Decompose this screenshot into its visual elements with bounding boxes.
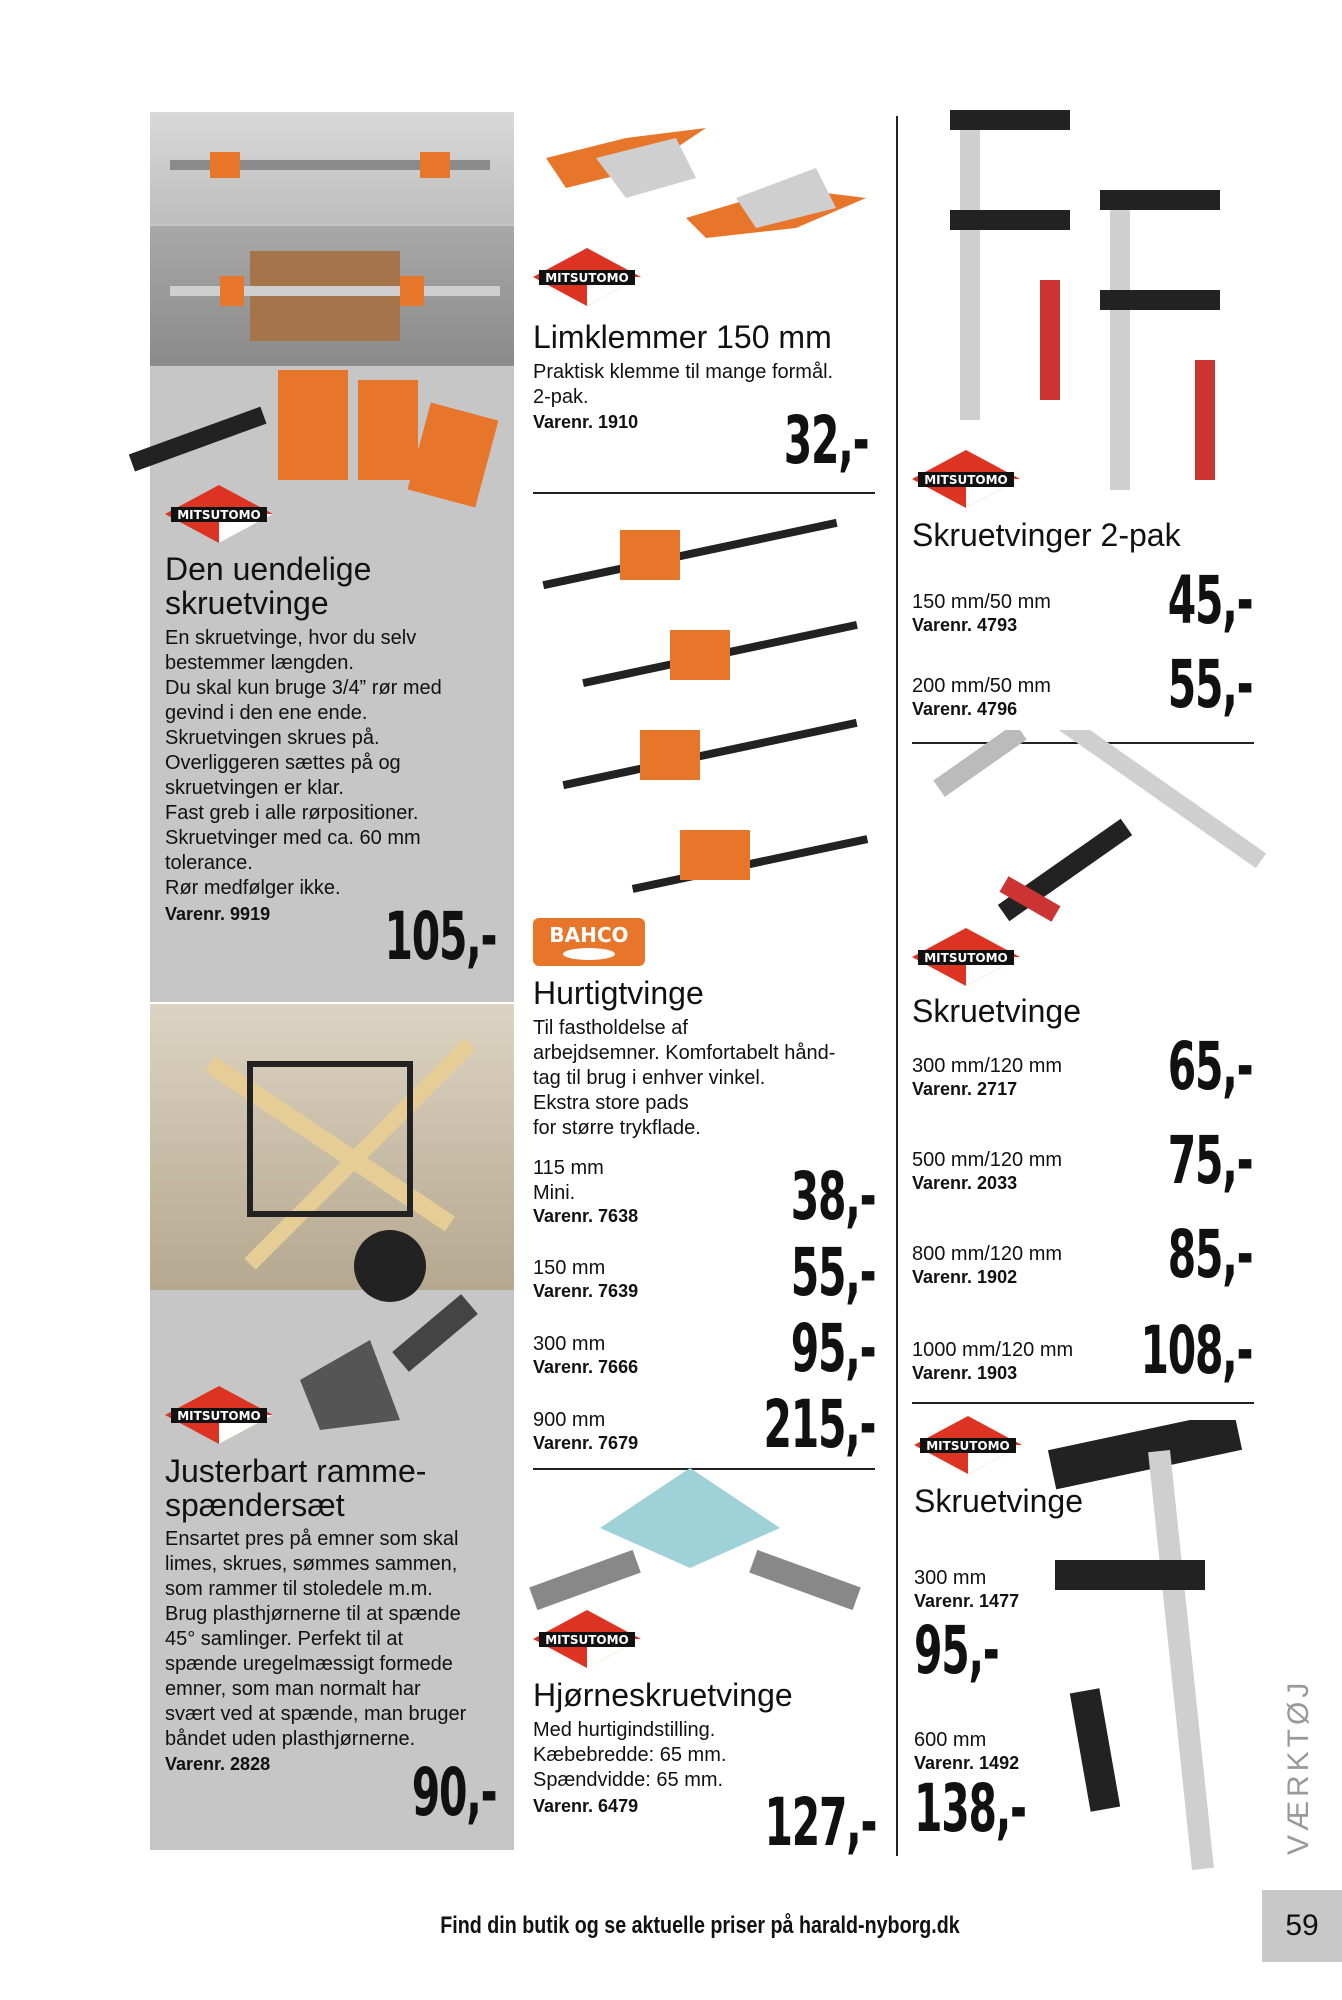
product-desc-limklemmer: Praktisk klemme til mange formål. 2-pak. <box>533 361 834 408</box>
product-title-hjorneskruetvinge: Hjørneskruetvinge <box>533 1677 793 1713</box>
product-title-frame-clamp: Justerbart ramme- spændersæt <box>165 1453 427 1523</box>
product-title-skruetvinger-2pak: Skruetvinger 2-pak <box>912 517 1181 553</box>
divider <box>912 1402 1254 1404</box>
variant-size: 200 mm/50 mm <box>912 675 1051 697</box>
variant-price: 55,- <box>1167 646 1252 723</box>
variant-price: 95,- <box>790 1310 875 1387</box>
divider <box>533 492 875 494</box>
brand-text: MITSUTOMO <box>545 271 629 285</box>
mitsutomo-logo <box>533 1610 641 1668</box>
mitsutomo-logo <box>165 1386 273 1444</box>
variant-1902 <box>912 1216 1252 1302</box>
variant-price: 38,- <box>790 1158 875 1235</box>
brand-text: MITSUTOMO <box>545 1633 629 1647</box>
variant-7638 <box>533 1156 875 1235</box>
page-number: 59 <box>1262 1890 1342 1962</box>
variant-varenr: Varenr. 2033 <box>912 1173 1018 1193</box>
price-endless-clamp: 105,- <box>384 898 496 975</box>
variant-varenr: Varenr. 1903 <box>912 1363 1018 1383</box>
varenr-1910: Varenr. 1910 <box>533 412 639 432</box>
variant-size: 800 mm/120 mm <box>912 1243 1063 1265</box>
variant-1477 <box>914 1566 1114 1689</box>
product-title-limklemmer: Limklemmer 150 mm <box>533 319 832 355</box>
brand-text: MITSUTOMO <box>177 508 261 522</box>
brand-text: MITSUTOMO <box>924 473 1008 487</box>
variant-price: 45,- <box>1167 562 1252 639</box>
variant-size: 500 mm/120 mm <box>912 1149 1063 1171</box>
variant-varenr: Varenr. 7639 <box>533 1281 639 1301</box>
variant-size: 600 mm <box>914 1729 987 1751</box>
varenr-9919: Varenr. 9919 <box>165 904 271 924</box>
product-title-endless-clamp: Den uendelige skruetvinge <box>165 551 372 621</box>
variant-size: 300 mm <box>533 1333 606 1355</box>
variant-varenr: Varenr. 1492 <box>914 1753 1020 1773</box>
price-hjorneskruetvinge: 127,- <box>764 1784 876 1861</box>
variant-varenr: Varenr. 7666 <box>533 1357 639 1377</box>
spring-clamps-photo <box>536 118 876 248</box>
variant-7666 <box>533 1310 875 1392</box>
mitsutomo-logo <box>912 450 1020 508</box>
mitsutomo-logo <box>912 928 1020 986</box>
variant-price: 65,- <box>1167 1028 1252 1105</box>
variant-price: 55,- <box>790 1234 875 1311</box>
brand-text: MITSUTOMO <box>926 1439 1010 1453</box>
variant-varenr: Varenr. 1477 <box>914 1591 1020 1611</box>
variant-1903 <box>912 1312 1252 1398</box>
mitsutomo-logo <box>533 248 641 306</box>
price-frame-clamp: 90,- <box>411 1754 496 1831</box>
variant-size: 300 mm/120 mm <box>912 1055 1063 1077</box>
variant-varenr: Varenr. 4796 <box>912 699 1018 719</box>
product-desc-frame-clamp: Ensartet pres på emner som skal limes, skrues, sømmes sammen, som rammer til stoledele m.m. Brug plasthjørnerne til at spænde 45° samlinger. Perfekt til at spænde uregelmæssigt formede emner, som man normalt har svært ved at spænde, man bruger båndet uden plasthjørnerne. <box>165 1528 467 1750</box>
footer-text: Find din butik og se aktuelle priser på harald-nyborg.dk <box>440 1912 960 1939</box>
variant-price: 85,- <box>1167 1216 1252 1293</box>
quick-clamps-photo <box>520 500 880 920</box>
product-title-hurtigtvinge: Hurtigtvinge <box>533 975 704 1011</box>
variant-varenr: Varenr. 2717 <box>912 1079 1018 1099</box>
variant-price: 215,- <box>763 1386 875 1463</box>
variant-size: 1000 mm/120 mm <box>912 1339 1074 1361</box>
variant-7639 <box>533 1234 875 1316</box>
variant-price: 95,- <box>914 1612 999 1689</box>
variant-1492 <box>914 1728 1114 1848</box>
variant-price: 138,- <box>914 1770 1026 1847</box>
price-limklemmer: 32,- <box>783 402 868 479</box>
variant-varenr: Varenr. 4793 <box>912 615 1018 635</box>
variant-size: 150 mm/50 mm <box>912 591 1051 613</box>
variant-4796 <box>912 646 1252 734</box>
variant-4793 <box>912 562 1252 650</box>
section-label: VÆRKTØJ <box>1282 1678 1315 1855</box>
mitsutomo-logo <box>165 485 273 543</box>
varenr-6479: Varenr. 6479 <box>533 1796 639 1816</box>
f-clamps-2pak-photo <box>940 100 1240 500</box>
column-divider <box>896 116 898 1856</box>
variant-price: 75,- <box>1167 1122 1252 1199</box>
variant-2033 <box>912 1122 1252 1208</box>
variant-size: 115 mm Mini. <box>533 1157 604 1204</box>
mitsutomo-logo <box>914 1416 1022 1474</box>
product-title-skruetvinge: Skruetvinge <box>912 993 1081 1029</box>
product-title-skruetvinge: Skruetvinge <box>914 1483 1083 1519</box>
variant-size: 150 mm <box>533 1257 606 1279</box>
brand-text: BAHCO <box>549 923 629 947</box>
product-desc-hjorneskruetvinge: Med hurtigindstilling. Kæbebredde: 65 mm. Spændvidde: 65 mm. <box>533 1719 727 1791</box>
variant-size: 900 mm <box>533 1409 606 1431</box>
pipe-clamp-photo <box>150 112 514 224</box>
bahco-logo <box>533 918 645 966</box>
product-desc-hurtigtvinge: Til fastholdelse af arbejdsemner. Komfortabelt hånd- tag til brug i enhver vinkel. Ekstra store pads for større trykflade. <box>533 1017 836 1139</box>
brand-text: MITSUTOMO <box>924 951 1008 965</box>
product-desc-endless-clamp: En skruetvinge, hvor du selv bestemmer længden. Du skal kun bruge 3/4” rør med gevind i den ene ende. Skruetvingen skrues på. Overliggeren sættes på og skruetvingen er klar. Fast greb i alle rørpositioner. Skruetvinger med ca. 60 mm tolerance. Rør medfølger ikke. <box>165 627 442 899</box>
varenr-2828: Varenr. 2828 <box>165 1754 271 1774</box>
variant-varenr: Varenr. 7638 <box>533 1206 639 1226</box>
variant-size: 300 mm <box>914 1567 987 1589</box>
variant-varenr: Varenr. 7679 <box>533 1433 639 1453</box>
frame-clamp-tool-photo <box>280 1230 510 1430</box>
variant-2717 <box>912 1028 1252 1114</box>
brand-text: MITSUTOMO <box>177 1409 261 1423</box>
variant-varenr: Varenr. 1902 <box>912 1267 1018 1287</box>
variant-price: 108,- <box>1140 1312 1252 1389</box>
